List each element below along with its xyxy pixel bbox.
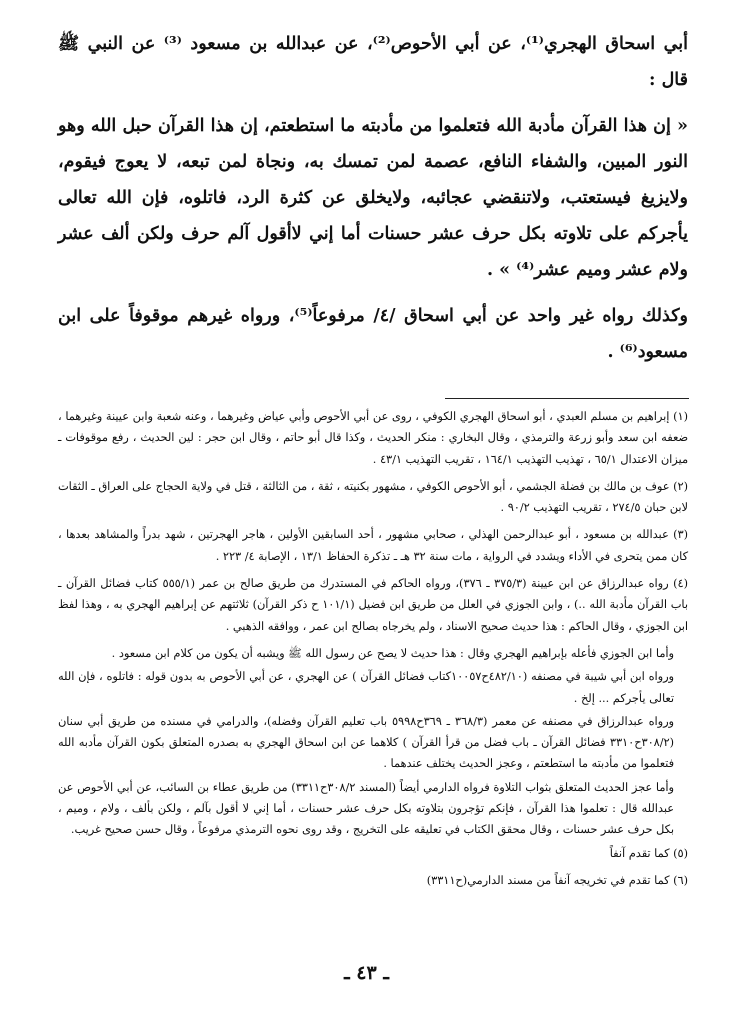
hadith-isnad: أبي اسحاق الهجري⁽¹⁾، عن أبي الأحوص⁽²⁾، عن عبدالله بن مسعود ⁽³⁾ عن النبي ﷺ قال : xyxy=(58,34,688,90)
footnote-4-continuation: ورواه عبدالرزاق في مصنفه عن معمر (٣٦٨/٣ ـ ٣٦٩ح٥٩٩٨ باب تعليم القرآن وفضله)، والدرامي في مسنده من طريق أبي سنان (٣٠٨/٢ح٣٣١٠ فضائل القرآن ـ باب فضل من قرأ القرآن ) كلاهما عن ابن اسحاق الهجري به بصدره المتعلق بكون القرآن مأدبه الله فتعلموا من مأدبته ما استطعتم ، وعجز الحديث يختلف عندهما . xyxy=(58,714,674,771)
hadith-commentary: وكذلك رواه غير واحد عن أبي اسحاق /٤/ مرفوعاً⁽⁵⁾، ورواه غيرهم موقوفاً على ابن مسعود⁽⁶⁾ . xyxy=(58,306,688,362)
footnote-3: (٣) عبدالله بن مسعود ، أبو عبدالرحمن الهذلي ، صحابي مشهور ، أحد السابقين الأولين ، هاجر الهجرتين ، شهد بدراً والمشاهد بعدها ، كان ممن يتحرى في الأداء ويشدد في الرواية ، مات سنة ٣٢ هـ ـ تذكرة الحفاظ ١٣/١ ، الإصابة ٤/ ٢٢٣ . xyxy=(58,528,688,563)
footnote-5: (٥) كما تقدم آنفاً xyxy=(609,846,688,860)
hadith-matn: « إن هذا القرآن مأدبة الله فتعلموا من مأدبته ما استطعتم، إن هذا القرآن حبل الله وهو النور المبين، والشفاء النافع، عصمة لمن تمسك به، ونجاة لمن تبعه، لا يعوج فيقوم، ولايزيغ فيستعتب، ولاتنقضي عجائبه، ولايخلق عن كثرة الرد، فاتلوه، فإن الله تعالى يأجركم على تلاوته بكل حرف عشر حسنات أما إني لاأقول آلم حرف ولكن ألف عشر ولام عشر وميم عشر⁽⁴⁾ » . xyxy=(58,116,688,280)
footnote-4-continuation: ورواه ابن أبي شيبة في مصنفه (٤٨٢/١٠ح١٠٠٥٧كتاب فضائل القرآن ) عن الهجري ، عن أبي الأحوص به بدون قوله : فاتلوه ، فإن الله تعالى يأجركم ... إلخ . xyxy=(58,670,674,705)
main-text xyxy=(58,26,688,370)
footnote-1: (١) إبراهيم بن مسلم العبدي ، أبو اسحاق الهجري الكوفي ، روى عن أبي الأحوص وأبي عياض وغيرهما ، وعنه شعبة وابن عيينة وغيرهما ، ضعفه ابن سعد وأبو زرعة والترمذي ، وقال البخاري : منكر الحديث ، وكذا قال أبو حاتم ، وقال ابن حجر : لين الحديث ، رفع موقوفات ـ ميزان الاعتدال ٦٥/١ ، تهذيب التهذيب ١٦٤/١ ، تقريب التهذيب ٤٣/١ . xyxy=(58,410,688,466)
footnote-4-continuation: وأما ابن الجوزي فأعله بإبراهيم الهجري وقال : هذا حديث لا يصح عن رسول الله ﷺ ويشبه أن يكون من كلام ابن مسعود . xyxy=(111,646,674,660)
footnote-4: (٤) رواه عبدالرزاق عن ابن عيينة (٣٧٥/٣ ـ ٣٧٦)، ورواه الحاكم في المستدرك من طريق صالح بن عمر (٥٥٥/١ كتاب فضائل القرآن ـ باب القرآن مأدبة الله ..) ، وابن الجوزي في العلل من طريق ابن فضيل (١٠١/١ ح ذكر القرآن) ثلاثتهم عن إبراهيم الهجري به ، وهذا لفظ ابن الجوزي ، وقال الحاكم : هذا حديث صحيح الاسناد ، ولم يخرجاه بصالح ابن عمر ، ووافقه الذهبي . xyxy=(58,577,688,633)
footnotes xyxy=(58,406,688,897)
footnote-2: (٢) عوف بن مالك بن فضلة الجشمي ، أبو الأحوص الكوفي ، مشهور بكنيته ، ثقة ، من الثالثة ، قتل في ولاية الحجاج على العراق ـ الثقات لابن حبان ٢٧٤/٥ ، تقريب التهذيب ٩٠/٢ . xyxy=(58,479,688,515)
footnote-4-continuation: وأما عجز الحديث المتعلق بثواب التلاوة فرواه الدارمي أيضاً (المسند ٣٠٨/٢ح٣٣١١) من طريق عطاء بن السائب، عن أبي الأحوص عن عبدالله قال : تعلموا هذا القرآن ، فإنكم تؤجرون بتلاوته بكل حرف عشر حسنات ، أما إني لا أقول بآلم ، ولكن بألف ، ولام ، وميم ، بكل حرف عشر حسنات ، وقال محقق الكتاب في تعليقه على التخريج ، وقد روى نحوه الترمذي مرفوعاً ، وقال حسن صحيح غريب. xyxy=(58,780,675,837)
page-number: ـ ٤٣ ـ xyxy=(344,962,389,984)
footnote-6: (٦) كما تقدم في تخريجه آنفاً من مسند الدارمي(ح٣٣١١) xyxy=(426,873,688,887)
footnote-separator xyxy=(445,398,689,399)
